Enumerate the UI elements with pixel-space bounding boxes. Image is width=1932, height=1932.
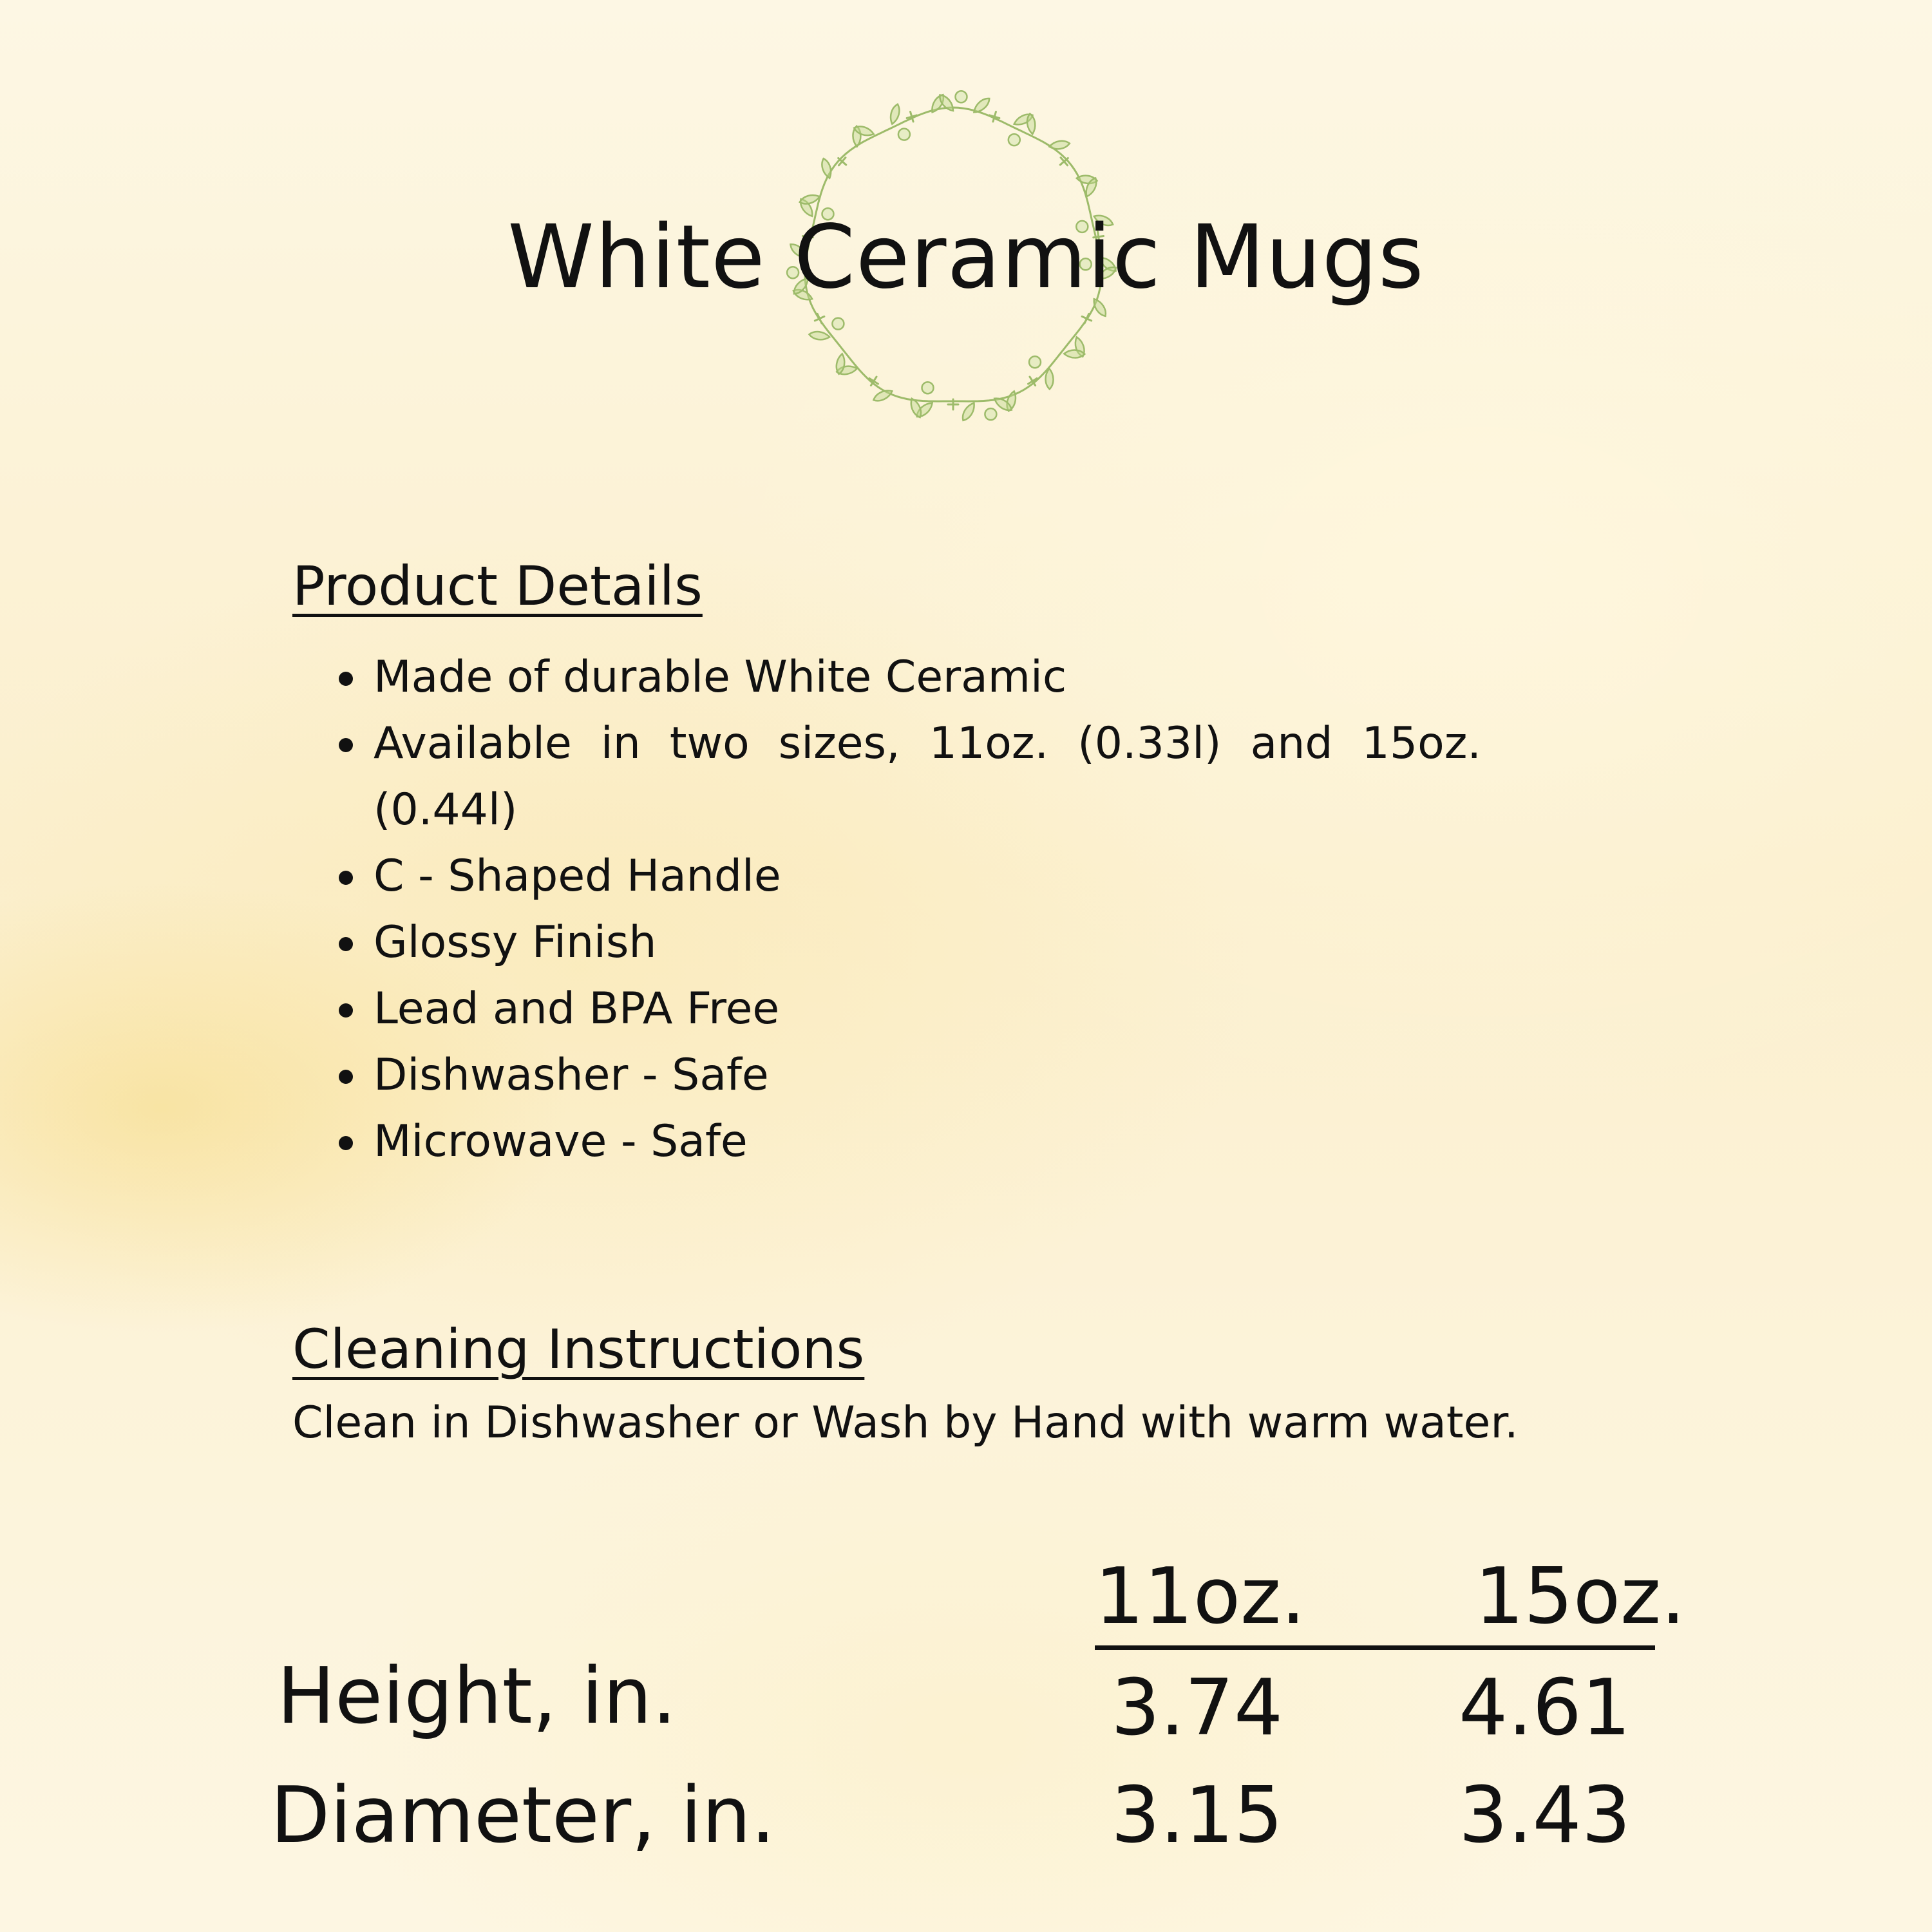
- list-item: Made of durable White Ceramic: [335, 644, 1481, 710]
- list-item: C - Shaped Handle: [335, 843, 1481, 909]
- page-title: White Ceramic Mugs: [507, 207, 1425, 308]
- list-item: Lead and BPA Free: [335, 976, 1481, 1042]
- cell-diameter-11oz: 3.15: [1111, 1771, 1283, 1861]
- list-item: Glossy Finish: [335, 909, 1481, 976]
- column-header-15oz: 15oz.: [1475, 1552, 1686, 1642]
- cell-diameter-15oz: 3.43: [1459, 1771, 1631, 1861]
- row-label-height: Height, in.: [277, 1652, 677, 1741]
- list-item: Dishwasher - Safe: [335, 1042, 1481, 1108]
- cleaning-instructions-text: Clean in Dishwasher or Wash by Hand with warm water.: [292, 1397, 1519, 1448]
- cleaning-instructions-heading: Cleaning Instructions: [292, 1318, 865, 1381]
- column-header-11oz: 11oz.: [1095, 1552, 1306, 1642]
- dimensions-header-row: [1095, 1549, 1686, 1650]
- product-details-list: [335, 644, 1481, 1175]
- list-item: Available in two sizes, 11oz. (0.33l) and 15oz. (0.44l): [335, 710, 1481, 843]
- product-details-heading: Product Details: [292, 554, 703, 618]
- row-label-diameter: Diameter, in.: [270, 1771, 776, 1861]
- cell-height-11oz: 3.74: [1111, 1663, 1283, 1753]
- list-item: Microwave - Safe: [335, 1108, 1481, 1175]
- cell-height-15oz: 4.61: [1459, 1663, 1631, 1753]
